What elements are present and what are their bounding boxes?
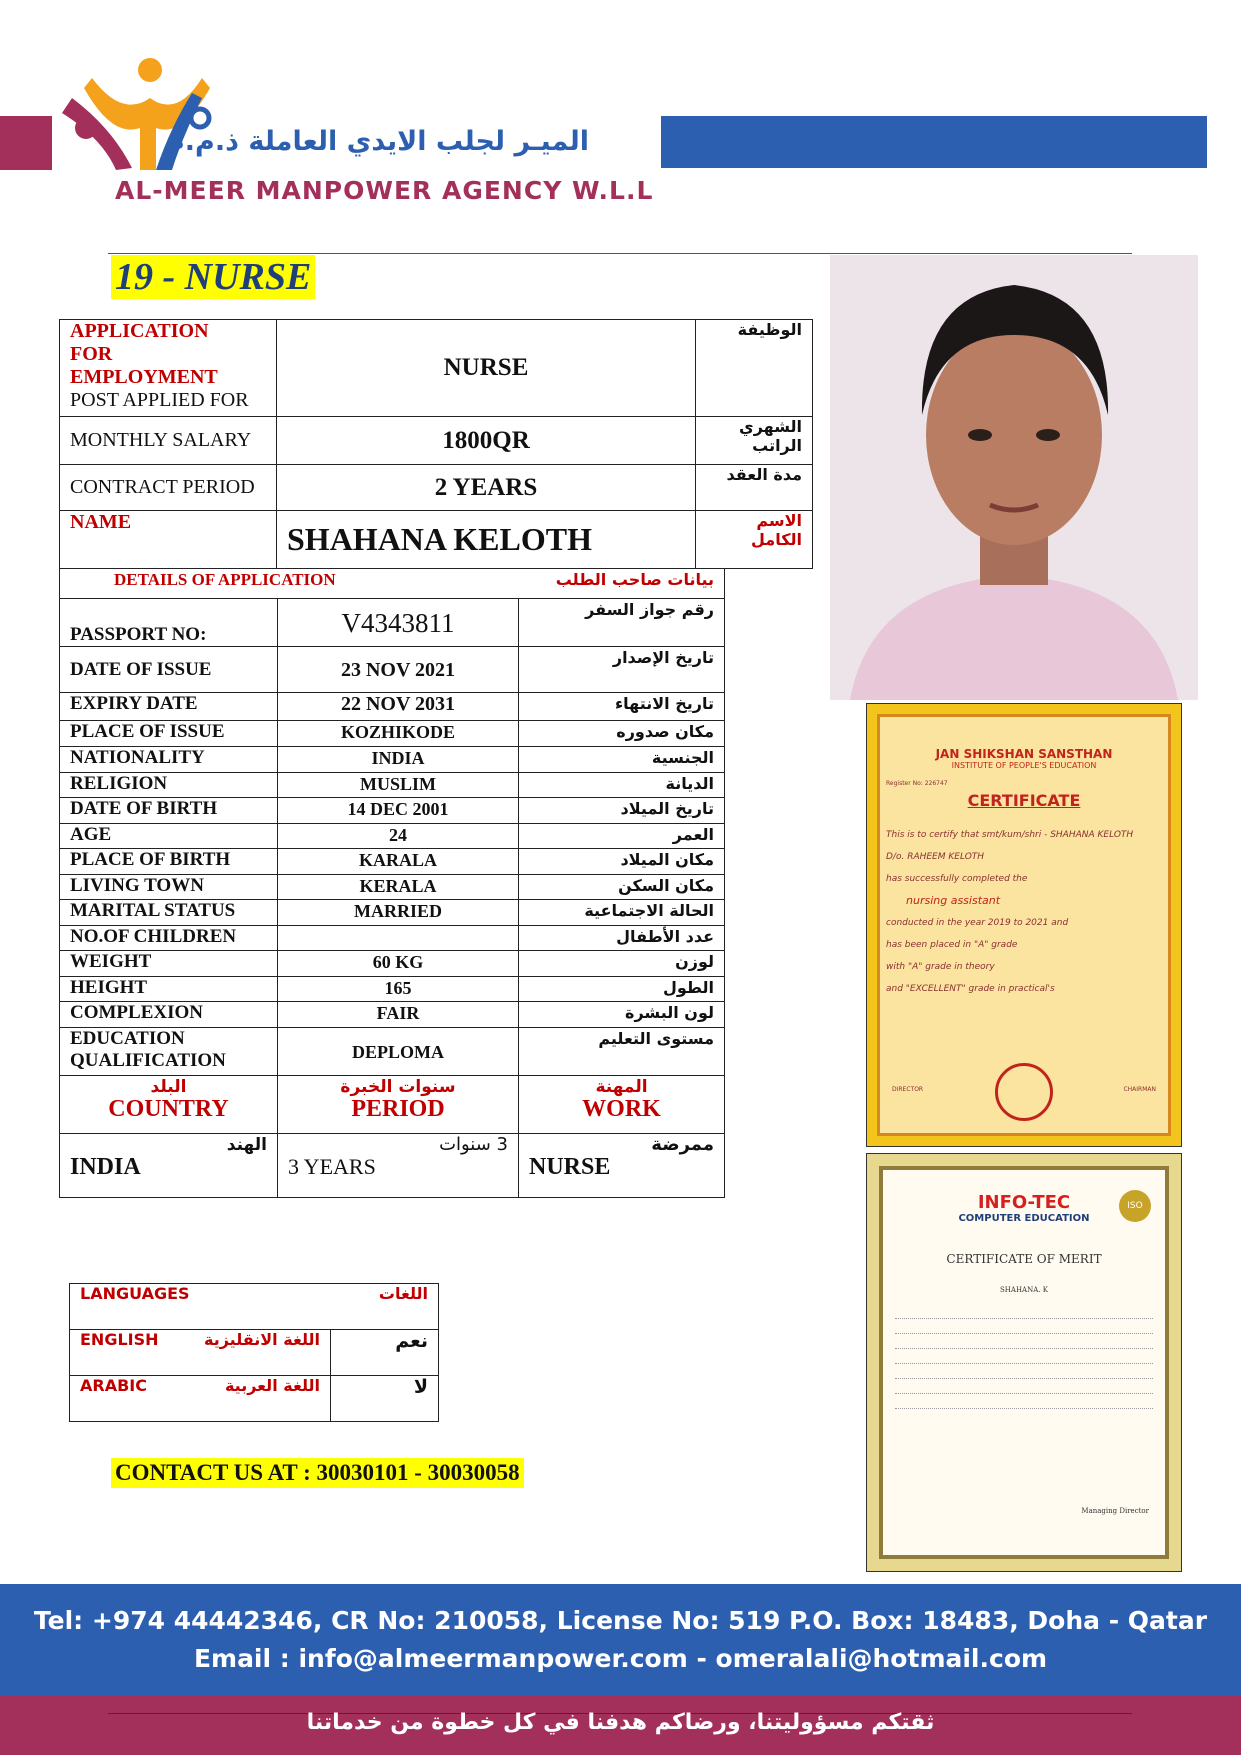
applicant-name: SHAHANA KELOTH	[277, 511, 696, 569]
cert2-name: SHAHANA. K	[1000, 1286, 1048, 1294]
header-divider	[108, 253, 1132, 254]
contract-value: 2 YEARS	[277, 465, 696, 511]
experience-country	[60, 1134, 278, 1198]
detail-value: 165	[278, 977, 519, 1002]
certificate-jan-shikshan	[866, 703, 1182, 1147]
language-name	[70, 1376, 331, 1422]
detail-value: KOZHIKODE	[278, 721, 519, 747]
language-row	[70, 1376, 439, 1422]
detail-value: INDIA	[278, 747, 519, 773]
detail-label: PASSPORT NO:	[60, 599, 278, 647]
experience-country-en: INDIA	[70, 1154, 141, 1180]
detail-row	[60, 693, 725, 721]
detail-label-ar: تاريخ الميلاد	[519, 798, 725, 824]
salary-label: MONTHLY SALARY	[60, 417, 277, 465]
experience-period-en: 3 YEARS	[288, 1154, 376, 1179]
detail-label-ar: الجنسية	[519, 747, 725, 773]
detail-row	[60, 773, 725, 798]
footer-email-line: Email : info@almeermanpower.com - omeralali@hotmail.com	[193, 1644, 1048, 1673]
cert2-iso-badge: ISO	[1119, 1190, 1151, 1222]
detail-label-ar: تاريخ الإصدار	[519, 647, 725, 693]
post-value: NURSE	[277, 320, 696, 417]
experience-country-ar: الهند	[226, 1135, 267, 1155]
company-name-arabic: الميـر لجلب الايدي العاملة ذ.م.م	[165, 126, 590, 157]
detail-label-ar: مكان صدوره	[519, 721, 725, 747]
cert2-line	[895, 1319, 1153, 1334]
language-row	[70, 1330, 439, 1376]
experience-work-ar: ممرضة	[651, 1134, 714, 1155]
language-name-en: ARABIC	[80, 1376, 147, 1395]
cert2-line	[895, 1379, 1153, 1394]
detail-value: 22 NOV 2031	[278, 693, 519, 721]
contact-numbers: CONTACT US AT : 30030101 - 30030058	[111, 1458, 524, 1488]
languages-header	[70, 1284, 439, 1330]
cert1-title: CERTIFICATE	[967, 791, 1081, 810]
footer-slogan: ثقتكم مسؤوليتنا، ورضاكم هدفنا في كل خطوة من خدماتنا	[306, 1710, 935, 1735]
country-header	[60, 1076, 278, 1134]
post-label-3: EMPLOYMENT	[70, 366, 218, 388]
detail-row	[60, 599, 725, 647]
header-left-bar	[0, 116, 52, 170]
language-answer: نعم	[331, 1330, 439, 1376]
detail-row	[60, 824, 725, 849]
detail-row	[60, 798, 725, 824]
language-answer: لا	[331, 1376, 439, 1422]
detail-label: MARITAL STATUS	[60, 900, 278, 926]
cert2-line	[895, 1364, 1153, 1379]
post-label-2: FOR	[70, 343, 113, 365]
detail-row	[60, 647, 725, 693]
portrait-illustration	[830, 255, 1198, 700]
cert1-line-4: nursing assistant	[906, 894, 1001, 907]
cert2-brand-sub: COMPUTER EDUCATION	[958, 1213, 1090, 1224]
name-label-ar: الاسم الكامل	[696, 511, 813, 569]
detail-row	[60, 849, 725, 875]
photo-eye-left	[968, 429, 992, 441]
details-header-en: DETAILS OF APPLICATION	[60, 569, 519, 599]
certificate-2-inner	[879, 1166, 1169, 1559]
detail-label-ar: عدد الأطفال	[519, 926, 725, 951]
cert2-signature-label: Managing Director	[1081, 1507, 1149, 1515]
details-header-ar: بيانات صاحب الطلب	[519, 569, 725, 599]
post-label-cell	[60, 320, 277, 417]
detail-row	[60, 977, 725, 1002]
page-title: 19 - NURSE	[111, 255, 315, 299]
education-row	[60, 1028, 725, 1076]
post-row	[60, 320, 813, 417]
company-name-english: AL-MEER MANPOWER AGENCY W.L.L	[115, 176, 654, 205]
detail-value: KARALA	[278, 849, 519, 875]
cert1-org: JAN SHIKSHAN SANSTHAN	[935, 747, 1113, 761]
detail-value	[278, 926, 519, 951]
language-name-ar: اللغة الانقليزية	[204, 1330, 320, 1349]
language-name	[70, 1330, 331, 1376]
cert1-body	[886, 824, 1162, 1000]
detail-label: AGE	[60, 824, 278, 849]
cert1-reg: Register No: 226747	[886, 780, 948, 787]
detail-label-ar: الطول	[519, 977, 725, 1002]
cert1-seal	[995, 1063, 1053, 1121]
company-logo	[52, 58, 212, 178]
experience-work-en: NURSE	[529, 1154, 611, 1180]
languages-header-ar: اللغات	[378, 1284, 428, 1303]
languages-table	[69, 1283, 439, 1422]
detail-row	[60, 926, 725, 951]
country-header-en: COUNTRY	[108, 1096, 229, 1122]
education-label-cell	[60, 1028, 278, 1076]
detail-value: 24	[278, 824, 519, 849]
detail-value: 14 DEC 2001	[278, 798, 519, 824]
detail-row	[60, 1002, 725, 1028]
detail-value: KERALA	[278, 875, 519, 900]
experience-header-row	[60, 1076, 725, 1134]
detail-label: EXPIRY DATE	[60, 693, 278, 721]
logo-dot-left	[75, 117, 97, 139]
experience-period	[278, 1134, 519, 1198]
detail-value: FAIR	[278, 1002, 519, 1028]
education-label-ar: مستوى التعليم	[519, 1028, 725, 1076]
detail-row	[60, 875, 725, 900]
work-header-ar: المهنة	[595, 1077, 648, 1097]
salary-row	[60, 417, 813, 465]
detail-label: PLACE OF ISSUE	[60, 721, 278, 747]
contract-label-ar: مدة العقد	[696, 465, 813, 511]
language-name-en: ENGLISH	[80, 1330, 159, 1349]
languages-header-row	[70, 1284, 439, 1330]
detail-row	[60, 721, 725, 747]
detail-label: NATIONALITY	[60, 747, 278, 773]
education-value: DEPLOMA	[278, 1028, 519, 1076]
cert1-line-2: D/o. RAHEEM KELOTH	[886, 852, 985, 862]
cert2-line	[895, 1304, 1153, 1319]
detail-label-ar: مكان السكن	[519, 875, 725, 900]
post-label-1: APPLICATION	[70, 320, 209, 342]
detail-label: DATE OF BIRTH	[60, 798, 278, 824]
education-label-1: EDUCATION	[70, 1028, 185, 1049]
experience-period-ar: 3 سنوات	[439, 1134, 508, 1155]
detail-value: MUSLIM	[278, 773, 519, 798]
cert1-line-8: and "EXCELLENT" grade in practical's	[886, 984, 1055, 994]
cert2-brand: INFO-TEC	[977, 1192, 1071, 1213]
cert2-lines	[895, 1304, 1153, 1409]
application-table	[59, 319, 813, 569]
name-label: NAME	[60, 511, 277, 569]
certificate-1-inner	[877, 714, 1171, 1136]
period-header-en: PERIOD	[351, 1096, 445, 1122]
cert1-sig-left: DIRECTOR	[892, 1086, 924, 1093]
cert2-line	[895, 1394, 1153, 1409]
experience-row	[60, 1134, 725, 1198]
footer-blue-band	[0, 1584, 1241, 1696]
post-label-4: POST APPLIED FOR	[70, 389, 249, 411]
work-header-en: WORK	[582, 1096, 661, 1122]
cert2-line	[895, 1334, 1153, 1349]
cert1-line-5: conducted in the year 2019 to 2021 and	[886, 918, 1069, 928]
languages-header-en: LANGUAGES	[80, 1284, 190, 1303]
cert1-line-6: has been placed in "A" grade	[886, 940, 1018, 950]
detail-label: DATE OF ISSUE	[60, 647, 278, 693]
detail-label-ar: مكان الميلاد	[519, 849, 725, 875]
detail-label-ar: الحالة الاجتماعية	[519, 900, 725, 926]
detail-row	[60, 900, 725, 926]
education-label-2: QUALIFICATION	[70, 1050, 226, 1071]
detail-row	[60, 747, 725, 773]
cert1-org-sub: INSTITUTE OF PEOPLE'S EDUCATION	[951, 761, 1097, 770]
work-header	[519, 1076, 725, 1134]
passport-value: V4343811	[278, 599, 519, 647]
experience-work	[519, 1134, 725, 1198]
logo-ring-right	[191, 109, 209, 127]
detail-value: 60 KG	[278, 951, 519, 977]
detail-label: PLACE OF BIRTH	[60, 849, 278, 875]
detail-label-ar: الديانة	[519, 773, 725, 798]
cert2-title: CERTIFICATE OF MERIT	[946, 1252, 1102, 1266]
logo-head-orange	[138, 58, 162, 82]
detail-label-ar: لون البشرة	[519, 1002, 725, 1028]
language-name-ar: اللغة العربية	[224, 1376, 320, 1395]
salary-label-ar: الشهري الراتب	[696, 417, 813, 465]
detail-label-ar: لوزن	[519, 951, 725, 977]
contract-row	[60, 465, 813, 511]
photo-eye-right	[1036, 429, 1060, 441]
detail-label-ar: العمر	[519, 824, 725, 849]
salary-value: 1800QR	[277, 417, 696, 465]
detail-label: LIVING TOWN	[60, 875, 278, 900]
header-right-bar	[661, 116, 1207, 168]
period-header-ar: سنوات الخبرة	[340, 1077, 456, 1097]
name-row	[60, 511, 813, 569]
certificate-info-tec	[866, 1153, 1182, 1572]
details-table	[59, 568, 725, 1198]
detail-label: RELIGION	[60, 773, 278, 798]
detail-label: WEIGHT	[60, 951, 278, 977]
detail-label: NO.OF CHILDREN	[60, 926, 278, 951]
post-label-ar: الوظيفة	[696, 320, 813, 417]
cert1-line-1: This is to certify that smt/kum/shri - SHAHANA KELOTH	[886, 830, 1134, 840]
detail-value: 23 NOV 2021	[278, 647, 519, 693]
footer-contact-line: Tel: +974 44442346, CR No: 210058, License No: 519 P.O. Box: 18483, Doha - Qatar	[33, 1606, 1208, 1635]
detail-value: MARRIED	[278, 900, 519, 926]
detail-label: HEIGHT	[60, 977, 278, 1002]
country-header-ar: البلد	[150, 1077, 187, 1097]
detail-label: COMPLEXION	[60, 1002, 278, 1028]
detail-label-ar: رقم جواز السفر	[519, 599, 725, 647]
cert1-sig-right: CHAIRMAN	[1123, 1086, 1156, 1093]
detail-row	[60, 951, 725, 977]
applicant-photo	[830, 255, 1198, 700]
period-header	[278, 1076, 519, 1134]
contract-label: CONTRACT PERIOD	[60, 465, 277, 511]
cert1-line-3: has successfully completed the	[886, 874, 1028, 884]
detail-label-ar: تاريخ الانتهاء	[519, 693, 725, 721]
cert1-line-7: with "A" grade in theory	[886, 962, 995, 972]
cert2-line	[895, 1349, 1153, 1364]
details-header-row	[60, 569, 725, 599]
